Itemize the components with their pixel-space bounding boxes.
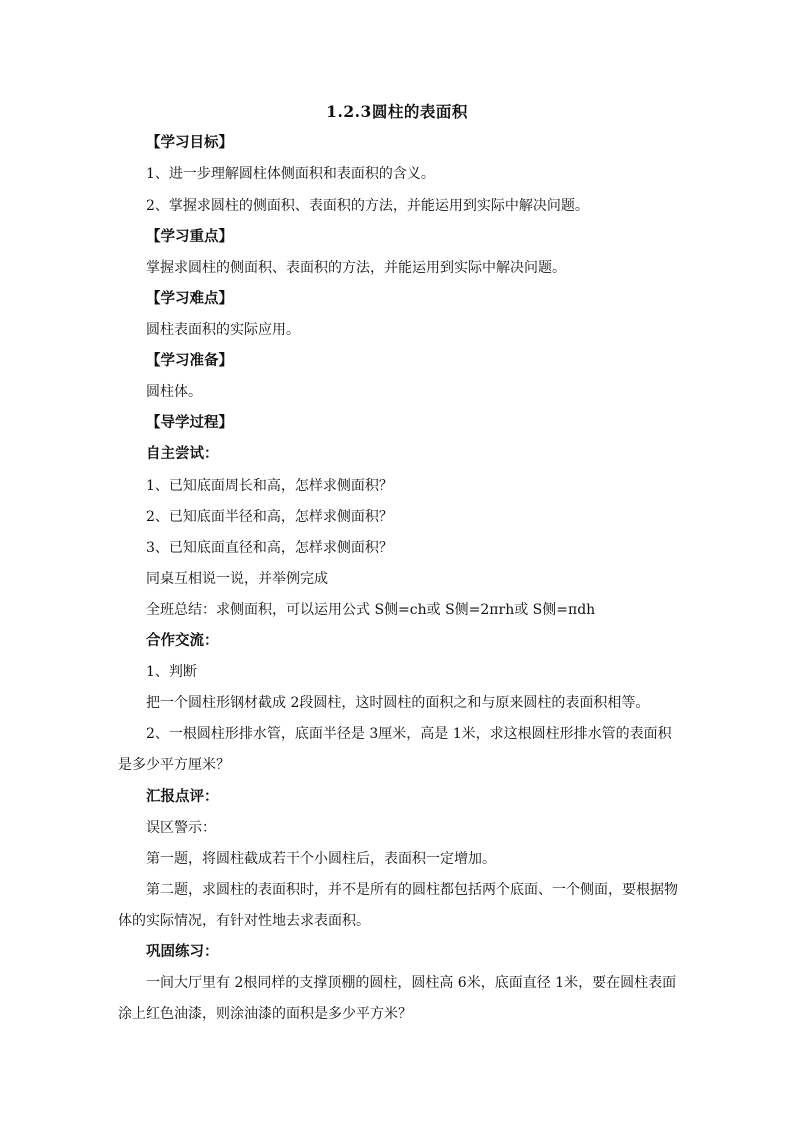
heading-learning-goals: 【学习目标】 [146, 134, 233, 151]
pitfall-one: 第一题，将圆柱截成若干个小圆柱后，表面积一定增加。 [146, 851, 496, 867]
judge-statement: 把一个圆柱形钢材截成 2段圆柱，这时圆柱的面积之和与原来圆柱的表面积相等。 [146, 695, 650, 711]
class-summary: 全班总结：求侧面积，可以运用公式 S侧=ch或 S侧=2πrh或 S侧=πdh [146, 602, 596, 618]
goal-item-1: 1、进一步理解圆柱体侧面积和表面积的含义。 [146, 166, 435, 182]
subheading-self-try: 自主尝试： [146, 445, 219, 462]
question-2: 2、已知底面半径和高，怎样求侧面积？ [146, 509, 393, 525]
judge-item: 1、判断 [146, 664, 197, 680]
subheading-practice: 巩固练习： [146, 943, 219, 960]
key-point-text: 掌握求圆柱的侧面积、表面积的方法，并能运用到实际中解决问题。 [146, 260, 566, 276]
document-title: 1.2.3圆柱的表面积 [326, 102, 468, 121]
pair-discussion: 同桌互相说一说，并举例完成 [146, 571, 328, 587]
question-1: 1、已知底面周长和高，怎样求侧面积？ [146, 478, 393, 494]
heading-process: 【导学过程】 [146, 414, 233, 431]
practice-problem: 一间大厅里有 2根同样的支撑顶棚的圆柱，圆柱高 6米，底面直径 1米，要在圆柱表面 [146, 975, 677, 991]
heading-difficulty: 【学习难点】 [146, 290, 233, 307]
difficulty-text: 圆柱表面积的实际应用。 [146, 322, 300, 338]
subheading-report: 汇报点评： [146, 788, 219, 805]
question-3: 3、已知底面直径和高，怎样求侧面积？ [146, 540, 393, 556]
heading-preparation: 【学习准备】 [146, 352, 233, 369]
goal-item-2: 2、掌握求圆柱的侧面积、表面积的方法，并能运用到实际中解决问题。 [146, 198, 589, 214]
pitfall-warning: 误区警示： [146, 820, 216, 836]
drain-pipe-problem: 2、一根圆柱形排水管，底面半径是 3厘米，高是 1米，求这根圆柱形排水管的表面积 [146, 726, 672, 742]
heading-key-points: 【学习重点】 [146, 228, 233, 245]
pitfall-two-cont: 体的实际情况，有针对性地去求表面积。 [118, 913, 370, 929]
drain-pipe-problem-cont: 是多少平方厘米？ [118, 757, 230, 773]
practice-problem-cont: 涂上红色油漆，则涂油漆的面积是多少平方米？ [118, 1006, 412, 1022]
pitfall-two: 第二题，求圆柱的表面积时，并不是所有的圆柱都包括两个底面、一个侧面，要根据物 [146, 882, 678, 898]
preparation-text: 圆柱体。 [146, 384, 202, 400]
subheading-cooperation: 合作交流： [146, 632, 219, 649]
